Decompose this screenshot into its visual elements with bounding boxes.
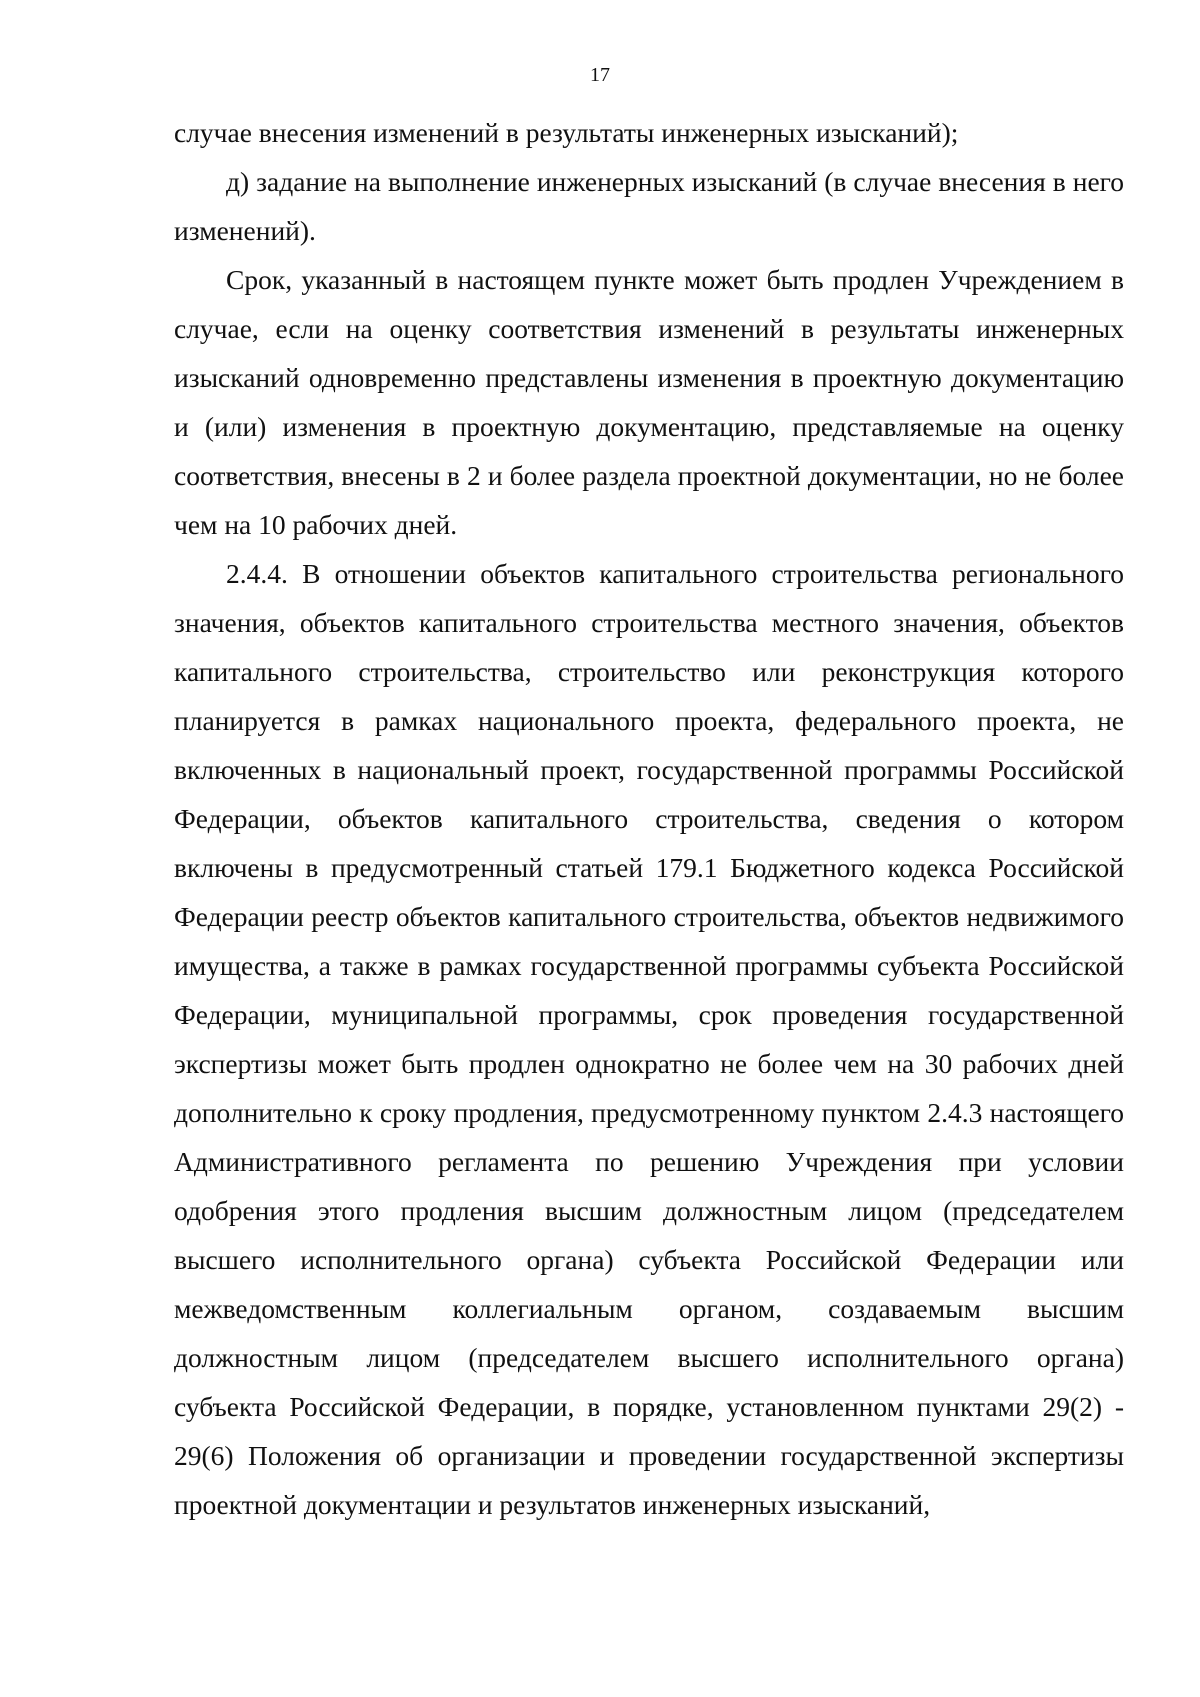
document-body: [174, 108, 1124, 1529]
paragraph-term-extension: Срок, указанный в настоящем пункте может быть продлен Учреждением в случае, если на оценку соответствия изменений в результаты инженерных изысканий одновременно представлены изменения в проектную документацию и (или) изменения в проектную документацию, представляемые на оценку соответствия, внесены в 2 и более раздела проектной документации, но не более чем на 10 рабочих дней.: [174, 264, 1124, 540]
page-number: 17: [590, 64, 610, 86]
paragraph-continuation: случае внесения изменений в результаты инженерных изысканий);: [174, 117, 959, 148]
paragraph-item-d: д) задание на выполнение инженерных изысканий (в случае внесения в него изменений).: [174, 166, 1124, 246]
paragraph-2-4-4: 2.4.4. В отношении объектов капитального строительства регионального значения, объектов капитального строительства местного значения, объектов капитального строительства, строительство или реконструкция которого планируется в рамках национального проекта, федерального проекта, не включенных в национальный проект, государственной программы Российской Федерации, объектов капитального строительства, сведения о котором включены в предусмотренный статьей 179.1 Бюджетного кодекса Российской Федерации реестр объектов капитального строительства, объектов недвижимого имущества, а также в рамках государственной программы субъекта Российской Федерации, муниципальной программы, срок проведения государственной экспертизы может быть продлен однократно не более чем на 30 рабочих дней дополнительно к сроку продления, предусмотренному пунктом 2.4.3 настоящего Административного регламента по решению Учреждения при условии одобрения этого продления высшим должностным лицом (председателем высшего исполнительного органа) субъекта Российской Федерации или межведомственным коллегиальным органом, создаваемым высшим должностным лицом (председателем высшего исполнительного органа) субъекта Российской Федерации, в порядке, установленном пунктами 29(2) - 29(6) Положения об организации и проведении государственной экспертизы проектной документации и результатов инженерных изысканий,: [174, 558, 1124, 1520]
